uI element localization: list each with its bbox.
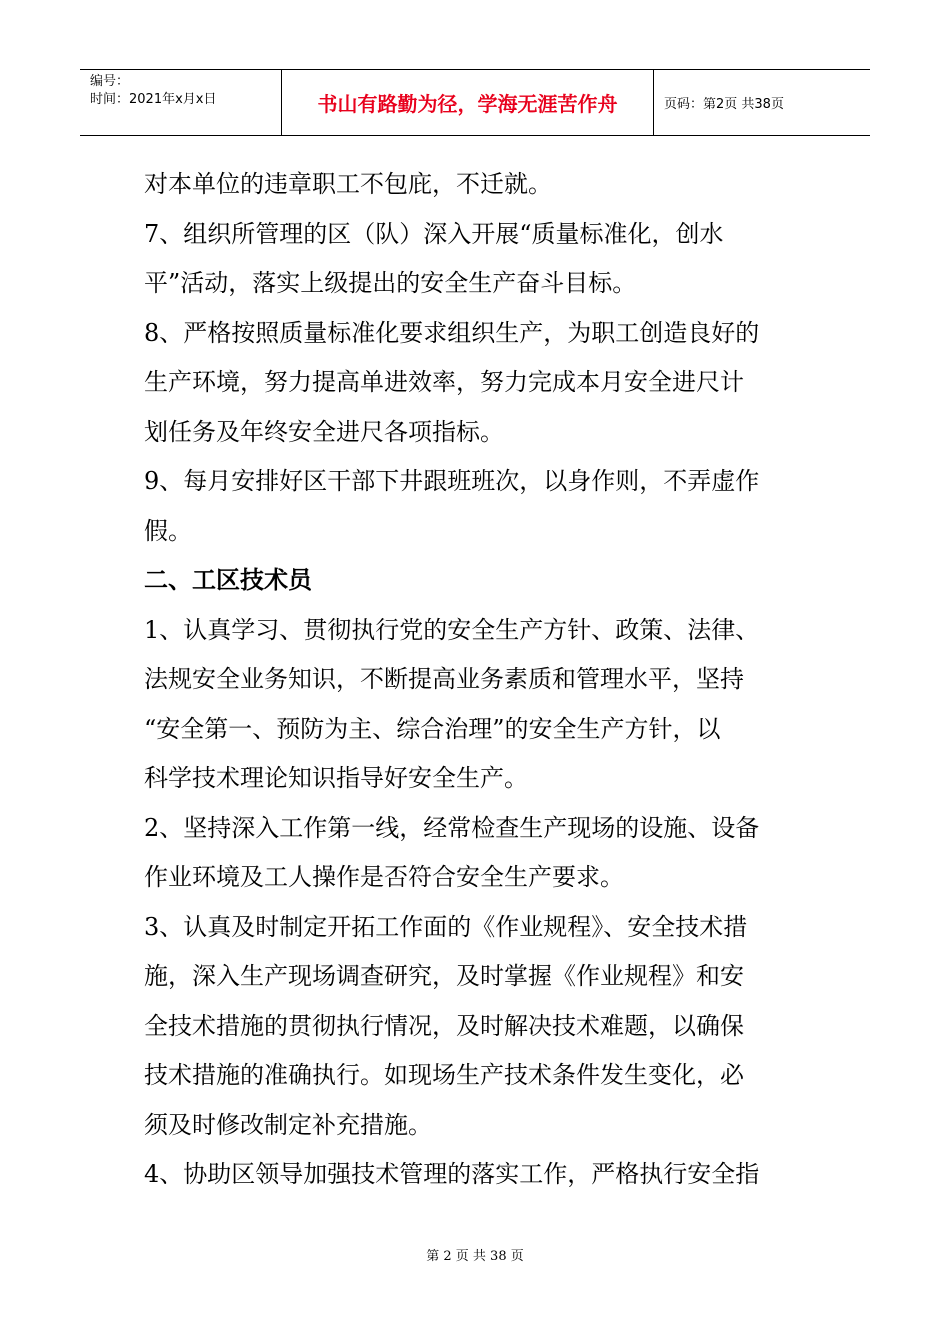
text-line: 3、认真及时制定开拓工作面的《作业规程》、安全技术措 (144, 912, 748, 941)
text-line: 平”活动，落实上级提出的安全生产奋斗目标。 (144, 269, 637, 297)
text-line: 法规安全业务知识，不断提高业务素质和管理水平，坚持 (144, 665, 744, 693)
text-line: 划任务及年终安全进尺各项指标。 (144, 417, 504, 446)
section-heading: 二、工区技术员 (144, 566, 312, 594)
serial-number-label: 编号： (90, 74, 130, 89)
document-body (144, 160, 810, 1200)
text-line: “安全第一、预防为主、综合治理”的安全生产方针，以 (144, 714, 721, 743)
date-label: 时间：2021年x月x日 (90, 92, 217, 107)
text-line: 2、坚持深入工作第一线，经常检查生产现场的设施、设备 (144, 813, 760, 842)
text-line: 4、协助区领导加强技术管理的落实工作，严格执行安全指 (144, 1160, 760, 1188)
text-line: 生产环境，努力提高单进效率，努力完成本月安全进尺计 (144, 368, 744, 396)
text-line: 须及时修改制定补充措施。 (144, 1110, 432, 1139)
page-footer: 第 2 页 共 38 页 (426, 1249, 524, 1264)
text-line: 科学技术理论知识指导好安全生产。 (144, 764, 528, 792)
text-line: 7、组织所管理的区（队）深入开展“质量标准化，创水 (144, 219, 724, 248)
text-line: 9、每月安排好区干部下井跟班班次，以身作则，不弄虚作 (144, 467, 760, 495)
text-line: 作业环境及工人操作是否符合安全生产要求。 (144, 863, 624, 891)
text-line: 全技术措施的贯彻执行情况，及时解决技术难题，以确保 (144, 1011, 744, 1040)
text-line: 施，深入生产现场调查研究，及时掌握《作业规程》和安 (144, 962, 744, 990)
text-line: 对本单位的违章职工不包庇，不迁就。 (144, 170, 552, 198)
header-meta-cell (80, 70, 282, 135)
text-line: 假。 (144, 516, 192, 545)
text-line: 技术措施的准确执行。如现场生产技术条件发生变化，必 (144, 1061, 744, 1089)
header-page-info: 页码：第2页 共38页 (664, 97, 784, 112)
page-header (80, 69, 870, 136)
text-line: 1、认真学习、贯彻执行党的安全生产方针、政策、法律、 (144, 615, 760, 644)
header-motto: 书山有路勤为径，学海无涯苦作舟 (282, 70, 654, 135)
text-line: 8、严格按照质量标准化要求组织生产，为职工创造良好的 (144, 318, 760, 347)
